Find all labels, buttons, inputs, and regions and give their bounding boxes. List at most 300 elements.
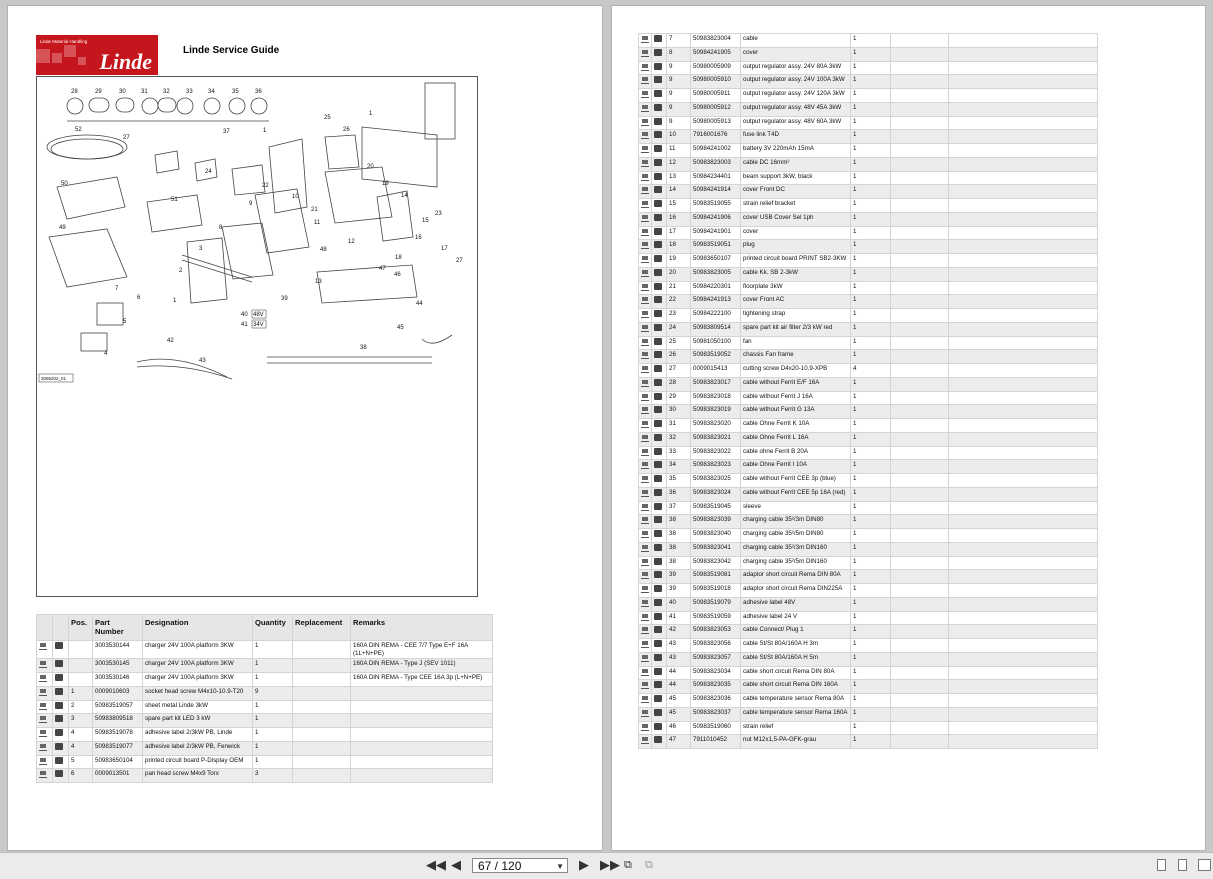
remarks-cell: 160A DIN REMA - CEE 7/7 Type E+F 16A (1L+N+PE) xyxy=(351,640,493,659)
designation-cell: socket head screw M4x10-10.9-T20 xyxy=(143,686,253,700)
add-to-cart-cell xyxy=(639,652,652,666)
shopping-cart-icon[interactable] xyxy=(39,743,47,751)
designation-cell: adaptor short circuit Rema DIN225A xyxy=(741,584,851,598)
shopping-bag-icon[interactable] xyxy=(654,434,662,441)
shopping-cart-icon[interactable] xyxy=(641,571,649,579)
add-to-cart-cell xyxy=(639,501,652,515)
svg-text:19: 19 xyxy=(382,181,389,187)
shopping-bag-icon[interactable] xyxy=(654,296,662,303)
shopping-bag-icon[interactable] xyxy=(654,695,662,702)
pos-cell: 27 xyxy=(667,364,691,378)
shopping-bag-icon[interactable] xyxy=(654,365,662,372)
table-row xyxy=(639,34,1098,48)
shopping-cart-icon[interactable] xyxy=(641,255,649,263)
remarks-cell xyxy=(949,446,1098,460)
svg-text:41: 41 xyxy=(241,322,248,328)
shopping-bag-icon[interactable] xyxy=(654,393,662,400)
add-to-cart-cell xyxy=(639,584,652,598)
shopping-cart-icon[interactable] xyxy=(641,654,649,662)
logo-wordmark: Linde xyxy=(99,49,152,74)
chevron-down-icon[interactable]: ▼ xyxy=(556,862,564,871)
next-page-icon[interactable]: ▶ xyxy=(579,857,589,872)
quantity-cell: 1 xyxy=(253,659,293,673)
shopping-cart-icon[interactable] xyxy=(641,131,649,139)
shopping-cart-icon[interactable] xyxy=(641,585,649,593)
shopping-cart-icon[interactable] xyxy=(39,770,47,778)
shopping-bag-icon[interactable] xyxy=(654,723,662,730)
shopping-bag-icon[interactable] xyxy=(654,228,662,235)
previous-page-icon[interactable]: ◀ xyxy=(451,857,461,872)
shopping-bag-icon[interactable] xyxy=(654,544,662,551)
designation-cell: cable without Ferrit CEE 5p 16A (red) xyxy=(741,487,851,501)
shopping-cart-icon[interactable] xyxy=(641,159,649,167)
quantity-cell: 1 xyxy=(851,144,891,158)
shopping-cart-icon[interactable] xyxy=(641,49,649,57)
shopping-bag-icon[interactable] xyxy=(654,269,662,276)
shopping-bag-icon[interactable] xyxy=(55,660,63,667)
add-to-cart-cell xyxy=(37,673,53,687)
designation-cell: cable ohne Ferrit B 20A xyxy=(741,446,851,460)
pos-cell: 29 xyxy=(667,391,691,405)
shopping-bag-icon[interactable] xyxy=(654,571,662,578)
shopping-cart-icon[interactable] xyxy=(39,674,47,682)
parts-table-right xyxy=(638,33,1098,749)
shopping-cart-icon[interactable] xyxy=(641,104,649,112)
remarks-cell xyxy=(949,157,1098,171)
copy-page-icon[interactable]: ⧉ xyxy=(645,859,653,871)
table-row xyxy=(639,666,1098,680)
shopping-cart-icon[interactable] xyxy=(641,214,649,222)
quantity-cell: 1 xyxy=(851,735,891,749)
page-number-field[interactable] xyxy=(472,858,568,873)
shopping-cart-icon[interactable] xyxy=(641,63,649,71)
shopping-cart-icon[interactable] xyxy=(641,406,649,414)
first-page-icon[interactable]: ◀◀ xyxy=(426,857,446,872)
shopping-cart-icon[interactable] xyxy=(641,723,649,731)
add-to-cart-cell xyxy=(37,659,53,673)
shopping-cart-icon[interactable] xyxy=(641,269,649,277)
shopping-cart-icon[interactable] xyxy=(641,145,649,153)
svg-text:40: 40 xyxy=(241,312,248,318)
replacement-cell xyxy=(293,659,351,673)
quantity-cell: 1 xyxy=(851,721,891,735)
shopping-cart-icon[interactable] xyxy=(39,642,47,650)
shopping-bag-icon[interactable] xyxy=(654,104,662,111)
shopping-cart-icon[interactable] xyxy=(39,729,47,737)
part-number-cell: 50983519079 xyxy=(691,597,741,611)
svg-text:2: 2 xyxy=(179,268,183,274)
add-to-cart-cell xyxy=(37,714,53,728)
shopping-cart-icon[interactable] xyxy=(641,241,649,249)
pos-cell: 39 xyxy=(667,570,691,584)
table-row xyxy=(639,364,1098,378)
designation-cell: adhesive label 2/3kW PB, Linde xyxy=(143,728,253,742)
table-row xyxy=(639,487,1098,501)
designation-cell: cable without Ferrit J 16A xyxy=(741,391,851,405)
designation-cell: cover Front AC xyxy=(741,295,851,309)
bag-cell xyxy=(652,267,667,281)
pos-cell: 9 xyxy=(667,75,691,89)
replacement-cell xyxy=(293,673,351,687)
shopping-cart-icon[interactable] xyxy=(641,90,649,98)
col-header-designation: Designation xyxy=(143,615,253,641)
remarks-cell xyxy=(949,391,1098,405)
shopping-cart-icon[interactable] xyxy=(641,296,649,304)
shopping-cart-icon[interactable] xyxy=(641,503,649,511)
shopping-cart-icon[interactable] xyxy=(641,736,649,744)
shopping-cart-icon[interactable] xyxy=(641,186,649,194)
designation-cell: charger 24V 100A platform 3KW xyxy=(143,640,253,659)
shopping-cart-icon[interactable] xyxy=(641,283,649,291)
shopping-bag-icon[interactable] xyxy=(654,49,662,56)
bag-cell xyxy=(652,240,667,254)
remarks-cell xyxy=(949,419,1098,433)
shopping-cart-icon[interactable] xyxy=(641,695,649,703)
shopping-bag-icon[interactable] xyxy=(55,688,63,695)
shopping-bag-icon[interactable] xyxy=(654,338,662,345)
add-to-cart-cell xyxy=(639,721,652,735)
shopping-cart-icon[interactable] xyxy=(641,351,649,359)
bag-cell xyxy=(53,728,69,742)
table-row xyxy=(639,281,1098,295)
table-row xyxy=(639,474,1098,488)
shopping-cart-icon[interactable] xyxy=(641,310,649,318)
shopping-bag-icon[interactable] xyxy=(654,585,662,592)
shopping-bag-icon[interactable] xyxy=(654,35,662,42)
shopping-bag-icon[interactable] xyxy=(654,63,662,70)
shopping-bag-icon[interactable] xyxy=(654,599,662,606)
table-row xyxy=(639,515,1098,529)
shopping-cart-icon[interactable] xyxy=(641,709,649,717)
shopping-bag-icon[interactable] xyxy=(654,530,662,537)
parts-table-left xyxy=(36,614,493,783)
part-number-cell: 50980005910 xyxy=(691,75,741,89)
shopping-cart-icon[interactable] xyxy=(641,626,649,634)
remarks-cell xyxy=(949,487,1098,501)
table-row xyxy=(639,721,1098,735)
table-row xyxy=(639,391,1098,405)
shopping-bag-icon[interactable] xyxy=(654,489,662,496)
shopping-cart-icon[interactable] xyxy=(641,393,649,401)
last-page-icon[interactable]: ▶▶ xyxy=(600,857,620,872)
shopping-cart-icon[interactable] xyxy=(641,516,649,524)
shopping-cart-icon[interactable] xyxy=(641,76,649,84)
part-number-cell: 50983823037 xyxy=(691,707,741,721)
add-to-cart-cell xyxy=(37,700,53,714)
shopping-bag-icon[interactable] xyxy=(654,654,662,661)
bag-cell xyxy=(652,735,667,749)
shopping-bag-icon[interactable] xyxy=(654,241,662,248)
add-to-cart-cell xyxy=(639,212,652,226)
remarks-cell xyxy=(949,515,1098,529)
replacement-cell xyxy=(891,34,949,48)
quantity-cell: 1 xyxy=(253,640,293,659)
quantity-cell: 1 xyxy=(851,694,891,708)
quantity-cell: 1 xyxy=(851,487,891,501)
shopping-bag-icon[interactable] xyxy=(654,118,662,125)
shopping-bag-icon[interactable] xyxy=(55,715,63,722)
shopping-cart-icon[interactable] xyxy=(641,489,649,497)
shopping-bag-icon[interactable] xyxy=(654,406,662,413)
part-number-cell: 50983823020 xyxy=(691,419,741,433)
shopping-cart-icon[interactable] xyxy=(641,681,649,689)
pos-cell: 6 xyxy=(69,769,93,783)
svg-text:7: 7 xyxy=(115,286,119,292)
bag-cell xyxy=(652,419,667,433)
shopping-cart-icon[interactable] xyxy=(39,702,47,710)
shopping-bag-icon[interactable] xyxy=(654,351,662,358)
svg-text:33: 33 xyxy=(186,89,193,95)
table-row xyxy=(639,556,1098,570)
rotate-icon[interactable]: ⧉ xyxy=(624,859,632,871)
table-row xyxy=(37,659,493,673)
add-to-cart-cell xyxy=(639,680,652,694)
linde-logo xyxy=(36,35,158,75)
replacement-cell xyxy=(891,377,949,391)
shopping-bag-icon[interactable] xyxy=(654,76,662,83)
bag-cell xyxy=(53,700,69,714)
remarks-cell xyxy=(949,570,1098,584)
shopping-bag-icon[interactable] xyxy=(654,200,662,207)
add-to-cart-cell xyxy=(639,295,652,309)
part-number-cell: 50983823053 xyxy=(691,625,741,639)
bag-cell xyxy=(652,212,667,226)
designation-cell: cable Connect/ Plug 1 xyxy=(741,625,851,639)
designation-cell: strain relief xyxy=(741,721,851,735)
pos-cell: 31 xyxy=(667,419,691,433)
bag-cell xyxy=(652,377,667,391)
remarks-cell xyxy=(949,212,1098,226)
table-row xyxy=(639,295,1098,309)
shopping-bag-icon[interactable] xyxy=(654,516,662,523)
bag-cell xyxy=(652,556,667,570)
shopping-bag-icon[interactable] xyxy=(654,420,662,427)
add-to-cart-cell xyxy=(639,666,652,680)
shopping-cart-icon[interactable] xyxy=(641,118,649,126)
svg-text:43: 43 xyxy=(199,358,206,364)
shopping-cart-icon[interactable] xyxy=(641,668,649,676)
shopping-cart-icon[interactable] xyxy=(641,420,649,428)
designation-cell: cable St/St 80A/160A H 3m xyxy=(741,639,851,653)
document-page-right xyxy=(612,6,1205,850)
pos-cell: 34 xyxy=(667,460,691,474)
pos-cell: 21 xyxy=(667,281,691,295)
designation-cell: adhesive label 2/3kW PB, Fenwick xyxy=(143,741,253,755)
pos-cell xyxy=(69,659,93,673)
shopping-bag-icon[interactable] xyxy=(654,90,662,97)
shopping-bag-icon[interactable] xyxy=(55,729,63,736)
designation-cell: cable temperature sensor Rema 160A xyxy=(741,707,851,721)
part-number-cell: 50983823004 xyxy=(691,34,741,48)
pos-cell: 12 xyxy=(667,157,691,171)
table-row xyxy=(639,432,1098,446)
single-page-view-icon[interactable] xyxy=(1157,859,1166,871)
part-number-cell: 50983519077 xyxy=(93,741,143,755)
document-page-left xyxy=(8,6,602,850)
designation-cell: cover xyxy=(741,226,851,240)
table-row xyxy=(37,714,493,728)
designation-cell: spare part kit air filter 2/3 kW red xyxy=(741,322,851,336)
shopping-bag-icon[interactable] xyxy=(654,558,662,565)
pos-cell: 20 xyxy=(667,267,691,281)
remarks-cell xyxy=(949,336,1098,350)
shopping-bag-icon[interactable] xyxy=(654,475,662,482)
shopping-bag-icon[interactable] xyxy=(654,709,662,716)
shopping-bag-icon[interactable] xyxy=(654,626,662,633)
pos-cell: 16 xyxy=(667,212,691,226)
shopping-cart-icon[interactable] xyxy=(641,640,649,648)
shopping-cart-icon[interactable] xyxy=(641,379,649,387)
shopping-cart-icon[interactable] xyxy=(641,448,649,456)
col-header-part-number: Part Number xyxy=(93,615,143,641)
shopping-cart-icon[interactable] xyxy=(641,434,649,442)
quantity-cell: 1 xyxy=(851,226,891,240)
quantity-cell: 1 xyxy=(851,130,891,144)
shopping-bag-icon[interactable] xyxy=(55,743,63,750)
svg-text:27: 27 xyxy=(123,135,130,141)
shopping-bag-icon[interactable] xyxy=(654,668,662,675)
pos-cell: 13 xyxy=(667,171,691,185)
quantity-cell: 1 xyxy=(851,419,891,433)
shopping-bag-icon[interactable] xyxy=(654,283,662,290)
shopping-bag-icon[interactable] xyxy=(654,681,662,688)
part-number-cell: 3003530145 xyxy=(93,659,143,673)
designation-cell: battery 3V 220mAh 15mA xyxy=(741,144,851,158)
shopping-cart-icon[interactable] xyxy=(641,35,649,43)
table-row xyxy=(639,460,1098,474)
part-number-cell: 50981050100 xyxy=(691,336,741,350)
shopping-bag-icon[interactable] xyxy=(55,642,63,649)
shopping-bag-icon[interactable] xyxy=(55,674,63,681)
table-row xyxy=(639,102,1098,116)
shopping-bag-icon[interactable] xyxy=(654,448,662,455)
table-row xyxy=(639,199,1098,213)
shopping-cart-icon[interactable] xyxy=(39,660,47,668)
shopping-cart-icon[interactable] xyxy=(641,365,649,373)
shopping-bag-icon[interactable] xyxy=(654,145,662,152)
replacement-cell xyxy=(293,714,351,728)
designation-cell: sleeve xyxy=(741,501,851,515)
pos-cell: 45 xyxy=(667,694,691,708)
bag-cell xyxy=(652,322,667,336)
shopping-bag-icon[interactable] xyxy=(654,186,662,193)
shopping-cart-icon[interactable] xyxy=(641,338,649,346)
remarks-cell xyxy=(949,116,1098,130)
shopping-cart-icon[interactable] xyxy=(641,200,649,208)
shopping-bag-icon[interactable] xyxy=(654,173,662,180)
replacement-cell xyxy=(891,322,949,336)
replacement-cell xyxy=(891,446,949,460)
remarks-cell xyxy=(949,75,1098,89)
bag-cell xyxy=(652,144,667,158)
pos-cell: 26 xyxy=(667,350,691,364)
shopping-cart-icon[interactable] xyxy=(641,324,649,332)
pos-cell: 22 xyxy=(667,295,691,309)
designation-cell: cable Ohne Ferrit K 10A xyxy=(741,419,851,433)
shopping-bag-icon[interactable] xyxy=(654,461,662,468)
remarks-cell xyxy=(949,254,1098,268)
table-row xyxy=(639,680,1098,694)
two-page-view-icon[interactable] xyxy=(1198,859,1211,871)
svg-text:12: 12 xyxy=(348,239,355,245)
replacement-cell xyxy=(891,405,949,419)
shopping-cart-icon[interactable] xyxy=(641,613,649,621)
pos-cell: 4 xyxy=(69,741,93,755)
shopping-bag-icon[interactable] xyxy=(654,255,662,262)
pos-cell: 17 xyxy=(667,226,691,240)
continuous-view-icon[interactable] xyxy=(1178,859,1187,871)
shopping-bag-icon[interactable] xyxy=(654,503,662,510)
shopping-bag-icon[interactable] xyxy=(654,324,662,331)
table-row xyxy=(639,350,1098,364)
shopping-cart-icon[interactable] xyxy=(641,461,649,469)
table-row xyxy=(639,47,1098,61)
table-row xyxy=(639,309,1098,323)
remarks-cell xyxy=(351,714,493,728)
logo-tagline: Linde Material Handling xyxy=(40,39,88,44)
shopping-cart-icon[interactable] xyxy=(641,558,649,566)
add-to-cart-cell xyxy=(639,625,652,639)
designation-cell: charger 24V 100A platform 3KW xyxy=(143,659,253,673)
shopping-bag-icon[interactable] xyxy=(55,757,63,764)
part-number-cell: 50984241905 xyxy=(691,47,741,61)
shopping-bag-icon[interactable] xyxy=(654,640,662,647)
shopping-cart-icon[interactable] xyxy=(39,688,47,696)
designation-cell: cable Ohne Ferrit L 16A xyxy=(741,432,851,446)
shopping-bag-icon[interactable] xyxy=(654,214,662,221)
pos-cell: 5 xyxy=(69,755,93,769)
shopping-cart-icon[interactable] xyxy=(641,173,649,181)
designation-cell: cover xyxy=(741,47,851,61)
shopping-cart-icon[interactable] xyxy=(641,530,649,538)
shopping-bag-icon[interactable] xyxy=(654,131,662,138)
designation-cell: output regulator assy. 24V 80A 3kW xyxy=(741,61,851,75)
svg-text:22: 22 xyxy=(262,183,269,189)
table-row xyxy=(639,322,1098,336)
shopping-cart-icon[interactable] xyxy=(39,757,47,765)
add-to-cart-cell xyxy=(639,377,652,391)
shopping-bag-icon[interactable] xyxy=(654,736,662,743)
add-to-cart-cell xyxy=(639,267,652,281)
shopping-bag-icon[interactable] xyxy=(654,159,662,166)
quantity-cell: 1 xyxy=(851,446,891,460)
quantity-cell: 1 xyxy=(851,254,891,268)
replacement-cell xyxy=(891,639,949,653)
quantity-cell: 1 xyxy=(253,728,293,742)
bag-cell xyxy=(53,686,69,700)
shopping-bag-icon[interactable] xyxy=(654,379,662,386)
svg-text:25: 25 xyxy=(324,115,331,121)
shopping-cart-icon[interactable] xyxy=(39,715,47,723)
remarks-cell xyxy=(949,501,1098,515)
replacement-cell xyxy=(891,75,949,89)
table-row xyxy=(639,116,1098,130)
remarks-cell xyxy=(351,741,493,755)
shopping-bag-icon[interactable] xyxy=(55,702,63,709)
shopping-bag-icon[interactable] xyxy=(654,310,662,317)
shopping-bag-icon[interactable] xyxy=(55,770,63,777)
part-number-cell: 0009015413 xyxy=(691,364,741,378)
shopping-cart-icon[interactable] xyxy=(641,475,649,483)
table-row xyxy=(639,584,1098,598)
svg-text:17: 17 xyxy=(441,246,448,252)
diagram-image-ref: 3096202_01 xyxy=(41,376,67,381)
shopping-cart-icon[interactable] xyxy=(641,544,649,552)
shopping-cart-icon[interactable] xyxy=(641,228,649,236)
shopping-cart-icon[interactable] xyxy=(641,599,649,607)
shopping-bag-icon[interactable] xyxy=(654,613,662,620)
add-to-cart-cell xyxy=(37,741,53,755)
